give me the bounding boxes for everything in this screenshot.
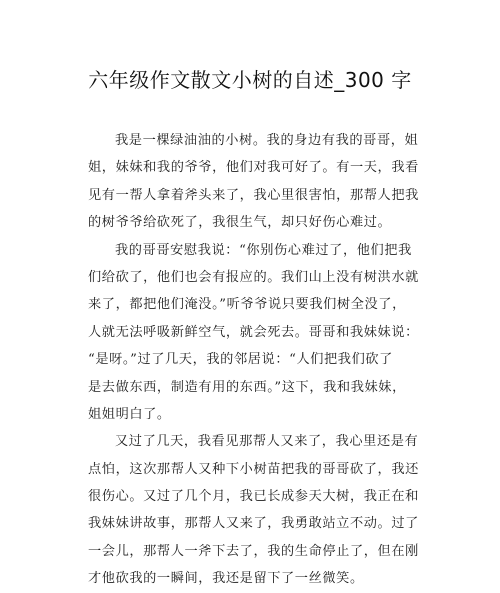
document-body — [88, 127, 418, 593]
paragraph-line: 来了，都把他们淹没。”听爷爷说只要我们树全没了， — [88, 297, 406, 313]
document-title: 六年级作文散文小树的自述_300 字 — [88, 68, 412, 92]
paragraph-line: 点怕，这次那帮人又种下小树苗把我的哥哥砍了，我还 — [88, 461, 419, 477]
paragraph-line: 见有一帮人拿着斧头来了，我心里很害怕，那帮人把我 — [88, 187, 419, 203]
paragraph-line: 才他砍我的一瞬间，我还是留下了一丝微笑。 — [88, 571, 364, 587]
paragraph-line: 姐，妹妹和我的爷爷，他们对我可好了。有一天，我看 — [88, 160, 419, 176]
paragraph-line: 我妹妹讲故事，那帮人又来了，我勇敢站立不动。过了 — [88, 516, 419, 532]
paragraph-line: 我是一棵绿油油的小树。我的身边有我的哥哥，姐 — [115, 133, 419, 148]
paragraph-line: 一会儿，那帮人一斧下去了，我的生命停止了，但在刚 — [88, 543, 419, 559]
paragraph-line: 人就无法呼吸新鲜空气，就会死去。哥哥和我妹妹说： — [88, 324, 419, 340]
paragraph-line: 我的哥哥安慰我说：“你别伤心难过了，他们把我 — [115, 242, 412, 258]
paragraph-line: 是去做东西，制造有用的东西。”这下，我和我妹妹， — [88, 379, 406, 395]
paragraph-line: 又过了几天，我看见那帮人又来了，我心里还是有 — [115, 434, 419, 450]
paragraph-line: 很伤心。又过了几个月，我已长成参天大树，我正在和 — [88, 489, 419, 505]
paragraph-line: 的树爷爷给砍死了，我很生气，却只好伤心难过。 — [88, 215, 392, 231]
paragraph-line: 姐姐明白了。 — [88, 406, 171, 422]
paragraph-line: “是呀。”过了几天，我的邻居说：“人们把我们砍了 — [88, 352, 393, 368]
paragraph-line: 们给砍了，他们也会有报应的。我们山上没有树洪水就 — [88, 269, 419, 285]
